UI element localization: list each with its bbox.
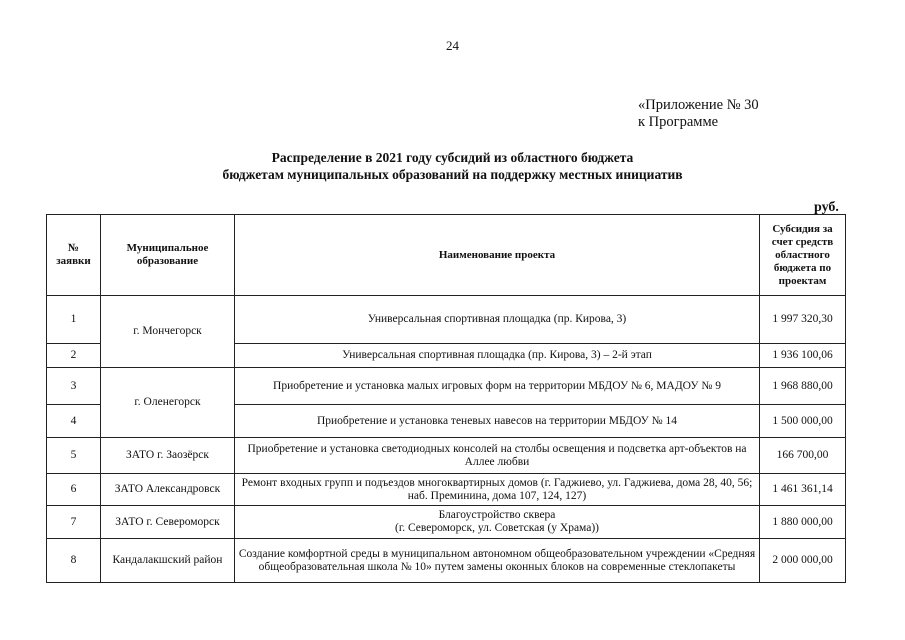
subsidy-table xyxy=(46,214,846,583)
amount-cell: 1 461 361,14 xyxy=(760,474,846,506)
project-cell: Универсальная спортивная площадка (пр. Кирова, 3) xyxy=(235,296,760,344)
header-municipality: Муниципальное образование xyxy=(101,215,235,296)
document-title-line-2: бюджетам муниципальных образований на поддержку местных инициатив xyxy=(222,167,683,182)
appendix-line-1: «Приложение № 30 xyxy=(638,97,759,113)
row-number: 2 xyxy=(47,344,101,368)
municipality-cell: г. Мончегорск xyxy=(101,296,235,368)
amount-cell: 2 000 000,00 xyxy=(760,539,846,583)
header-application-number: № заявки xyxy=(47,215,101,296)
table-row xyxy=(47,438,846,474)
header-project-name: Наименование проекта xyxy=(235,215,760,296)
municipality-cell: ЗАТО Александровск xyxy=(101,474,235,506)
project-cell: Создание комфортной среды в муниципальном автономном общеобразовательном учреждении «Средняя общеобразовательная школа № 10» путем замены оконных блоков на современные стеклопакеты xyxy=(235,539,760,583)
amount-cell: 166 700,00 xyxy=(760,438,846,474)
page-number: 24 xyxy=(446,38,459,53)
project-cell: Универсальная спортивная площадка (пр. Кирова, 3) – 2-й этап xyxy=(235,344,760,368)
document-title xyxy=(0,149,905,183)
project-cell: Приобретение и установка малых игровых форм на территории МБДОУ № 6, МАДОУ № 9 xyxy=(235,368,760,405)
amount-cell: 1 997 320,30 xyxy=(760,296,846,344)
row-number: 7 xyxy=(47,506,101,539)
municipality-cell: Кандалакшский район xyxy=(101,539,235,583)
amount-cell: 1 936 100,06 xyxy=(760,344,846,368)
header-subsidy: Субсидия за счет средств областного бюджета по проектам xyxy=(760,215,846,296)
appendix-reference xyxy=(638,97,759,131)
row-number: 1 xyxy=(47,296,101,344)
project-line-2: (г. Североморск, ул. Советская (у Храма)) xyxy=(394,522,600,534)
project-cell: Приобретение и установка теневых навесов на территории МБДОУ № 14 xyxy=(235,405,760,438)
table-header-row xyxy=(47,215,846,296)
project-cell: Приобретение и установка светодиодных консолей на столбы освещения и подсветка арт-объектов на Аллее любви xyxy=(235,438,760,474)
table-row xyxy=(47,506,846,539)
row-number: 6 xyxy=(47,474,101,506)
municipality-cell: ЗАТО г. Североморск xyxy=(101,506,235,539)
row-number: 8 xyxy=(47,539,101,583)
table-row xyxy=(47,539,846,583)
municipality-cell: ЗАТО г. Заозёрск xyxy=(101,438,235,474)
municipality-cell: г. Оленегорск xyxy=(101,368,235,438)
appendix-line-2: к Программе xyxy=(638,114,719,130)
row-number: 4 xyxy=(47,405,101,438)
table-row xyxy=(47,368,846,405)
project-cell: Ремонт входных групп и подъездов многоквартирных домов (г. Гаджиево, ул. Гаджиева, дома 28, 40, 56; наб. Преминина, дома 107, 124, 127) xyxy=(235,474,760,506)
document-title-line-1: Распределение в 2021 году субсидий из областного бюджета xyxy=(271,150,634,165)
amount-cell: 1 500 000,00 xyxy=(760,405,846,438)
table-row xyxy=(47,474,846,506)
row-number: 3 xyxy=(47,368,101,405)
amount-cell: 1 880 000,00 xyxy=(760,506,846,539)
project-cell xyxy=(235,506,760,539)
currency-unit: руб. xyxy=(814,200,839,215)
table-row xyxy=(47,296,846,344)
project-line-1: Благоустройство сквера xyxy=(438,509,556,521)
amount-cell: 1 968 880,00 xyxy=(760,368,846,405)
row-number: 5 xyxy=(47,438,101,474)
